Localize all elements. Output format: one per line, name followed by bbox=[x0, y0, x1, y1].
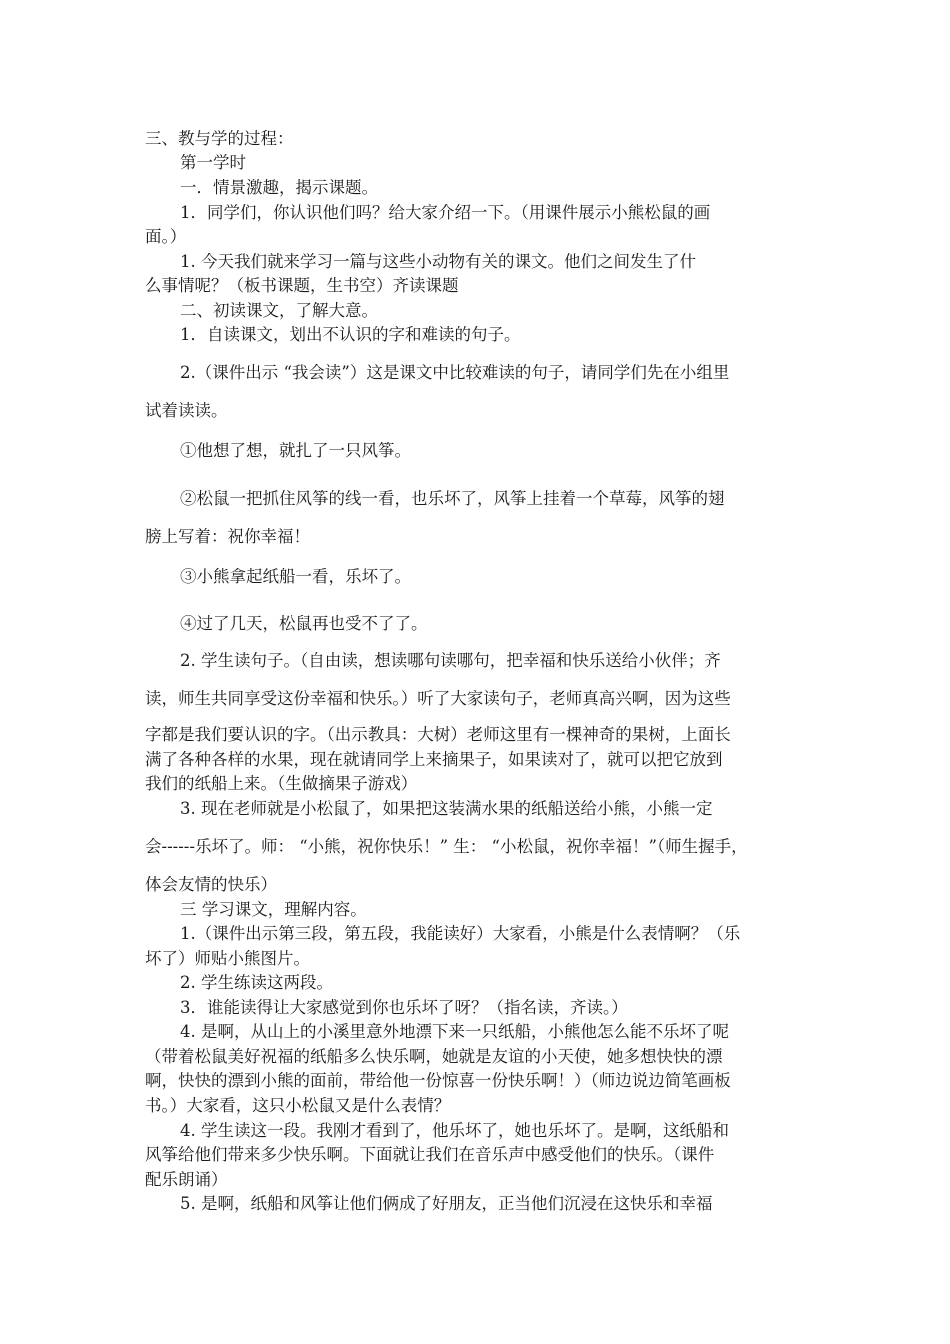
text-line: （带着松鼠美好祝福的纸船多么快乐啊，她就是友谊的小天使，她多想快快的漂 bbox=[145, 1047, 723, 1066]
text-line: 字都是我们要认识的字。（出示教具：大树）老师这里有一棵神奇的果树，上面长 bbox=[145, 725, 731, 744]
text-line: 1. 今天我们就来学习一篇与这些小动物有关的课文。他们之间发生了什 bbox=[180, 252, 696, 271]
text-line: 1．同学们，你认识他们吗？给大家介绍一下。（用课件展示小熊松鼠的画 bbox=[180, 203, 711, 222]
text-line: 3．谁能读得让大家感觉到你也乐坏了呀？（指名读，齐读。） bbox=[180, 998, 628, 1017]
text-line: 风筝给他们带来多少快乐啊。下面就让我们在音乐声中感受他们的快乐。（课件 bbox=[145, 1145, 715, 1164]
lesson-heading: 第一学时 bbox=[180, 153, 246, 172]
text-line: 膀上写着：祝你幸福！ bbox=[145, 527, 310, 546]
text-line: 坏了）师贴小熊图片。 bbox=[145, 949, 310, 968]
text-line: 体会友情的快乐） bbox=[145, 875, 277, 894]
subsection-heading: 二、初读课文，了解大意。 bbox=[180, 301, 378, 320]
text-line: 3. 现在老师就是小松鼠了，如果把这装满水果的纸船送给小熊，小熊一定 bbox=[180, 799, 713, 818]
text-line: 书。）大家看，这只小松鼠又是什么表情？ bbox=[145, 1096, 451, 1115]
sentence-item: ④过了几天，松鼠再也受不了了。 bbox=[180, 614, 428, 633]
text-line: 试着读读。 bbox=[145, 401, 228, 420]
sentence-item: ③小熊拿起纸船一看，乐坏了。 bbox=[180, 567, 411, 586]
text-line: 我们的纸船上来。（生做摘果子游戏） bbox=[145, 774, 418, 793]
text-line: 2. 学生读句子。（自由读，想读哪句读哪句，把幸福和快乐送给小伙伴；齐 bbox=[180, 651, 721, 670]
sentence-item: ②松鼠一把抓住风筝的线一看，也乐坏了，风筝上挂着一个草莓，风筝的翅 bbox=[180, 489, 725, 508]
text-line: 满了各种各样的水果，现在就请同学上来摘果子，如果读对了，就可以把它放到 bbox=[145, 750, 723, 769]
text-line: 会------乐坏了。师： “小熊，祝你快乐！” 生： “小松鼠，祝你幸福！”（师生握手， bbox=[145, 837, 748, 856]
text-line: 1．自读课文，划出不认识的字和难读的句子。 bbox=[180, 325, 521, 344]
text-line: 4. 是啊，从山上的小溪里意外地漂下来一只纸船，小熊他怎么能不乐坏了呢 bbox=[180, 1022, 729, 1041]
subsection-heading: 一．情景激趣，揭示课题。 bbox=[180, 178, 378, 197]
text-line: 面。） bbox=[145, 227, 187, 246]
section-heading: 三、教与学的过程： bbox=[145, 129, 294, 148]
text-line: 读，师生共同享受这份幸福和快乐。）听了大家读句子，老师真高兴啊，因为这些 bbox=[145, 689, 731, 708]
text-line: 5. 是啊，纸船和风筝让他们俩成了好朋友，正当他们沉浸在这快乐和幸福 bbox=[180, 1194, 713, 1213]
sentence-item: ①他想了想，就扎了一只风筝。 bbox=[180, 441, 411, 460]
text-line: 配乐朗诵） bbox=[145, 1170, 228, 1189]
text-line: 么事情呢？（板书课题，生书空）齐读课题 bbox=[145, 276, 459, 295]
text-line: 1.（课件出示第三段，第五段，我能读好）大家看，小熊是什么表情啊？（乐 bbox=[180, 924, 741, 943]
text-line: 4. 学生读这一段。我刚才看到了，他乐坏了，她也乐坏了。是啊，这纸船和 bbox=[180, 1121, 729, 1140]
text-line: 啊，快快的漂到小熊的面前，带给他一份惊喜一份快乐啊！）（师边说边简笔画板 bbox=[145, 1071, 731, 1090]
subsection-heading: 三 学习课文，理解内容。 bbox=[180, 900, 367, 919]
text-line: 2. 学生练读这两段。 bbox=[180, 973, 333, 992]
text-line: 2.（课件出示 “我会读”）这是课文中比较难读的句子，请同学们先在小组里 bbox=[180, 363, 730, 382]
